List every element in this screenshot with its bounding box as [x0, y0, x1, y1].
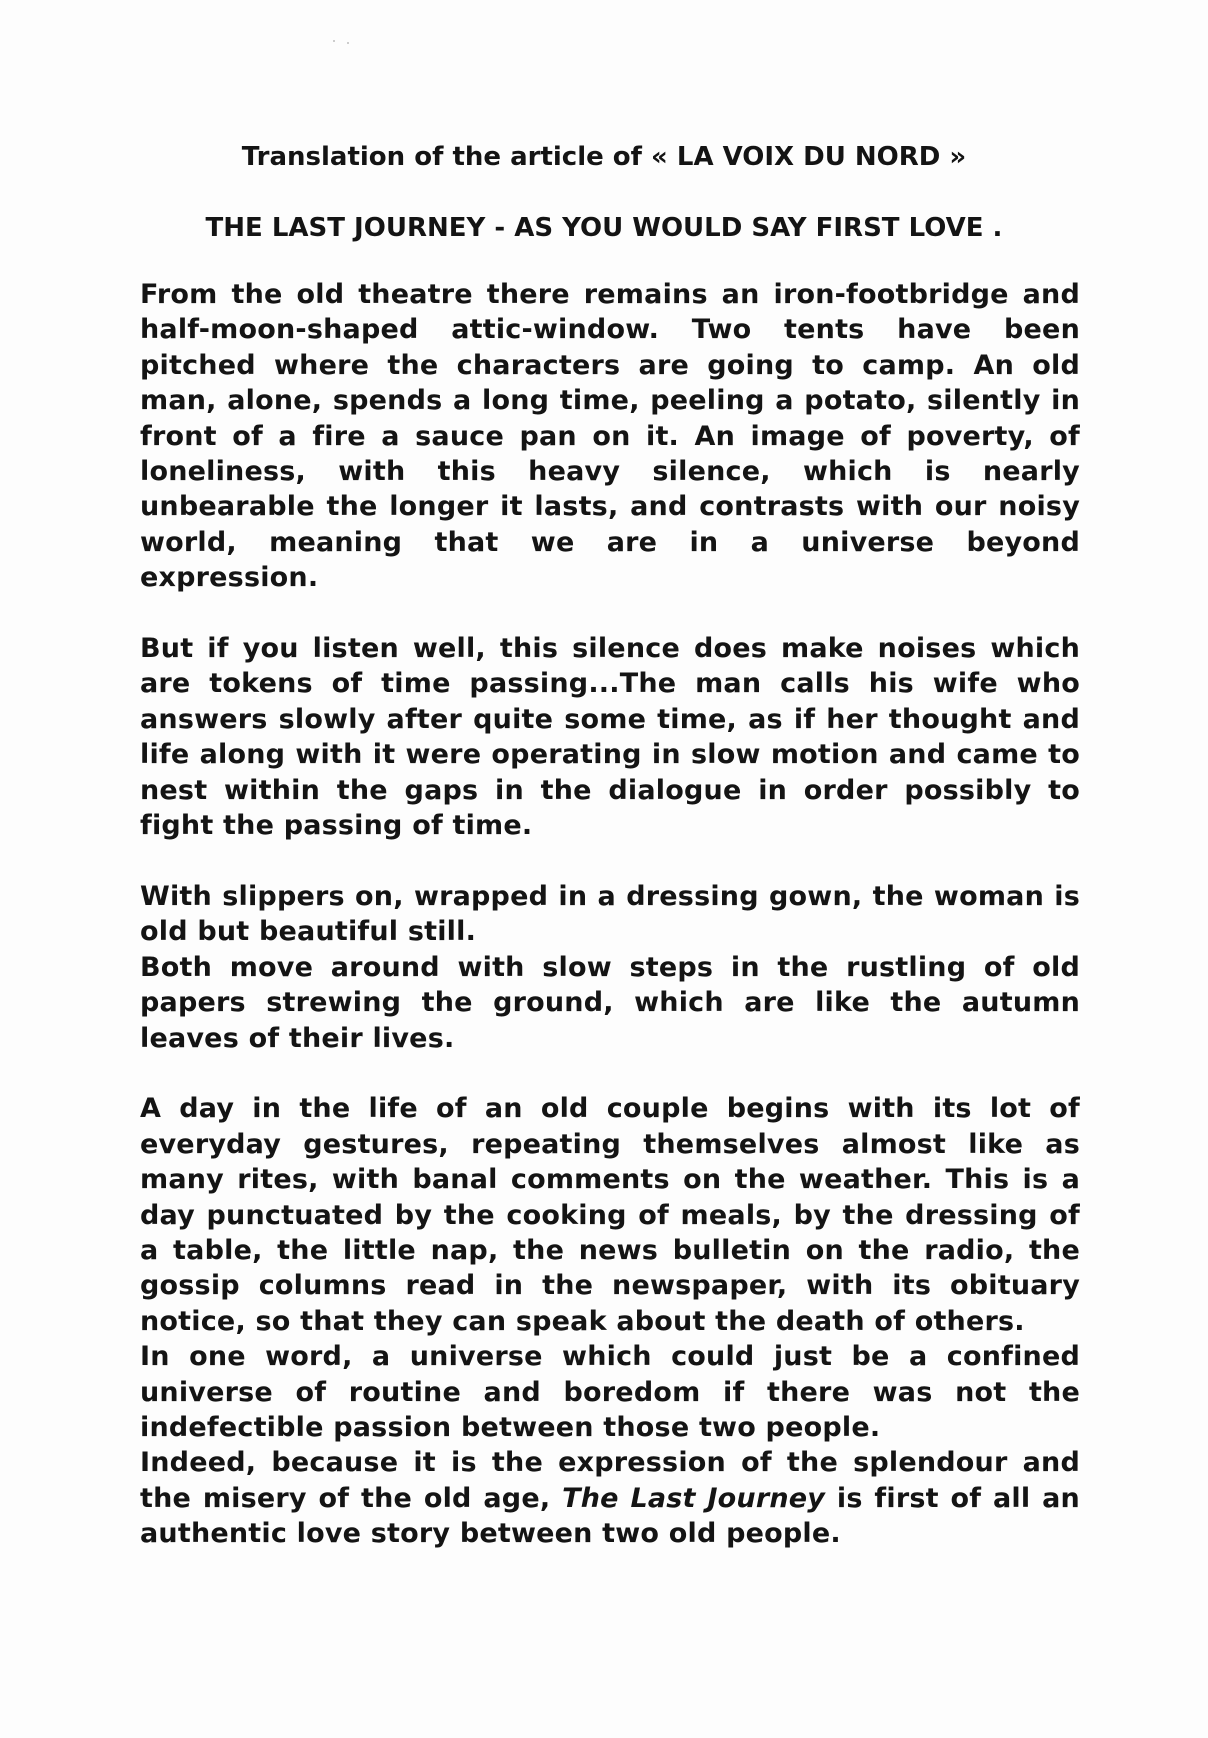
paragraph-love-story [140, 1445, 1080, 1551]
scan-speck [347, 42, 349, 44]
paragraph-gap [140, 596, 1080, 631]
article-title-heading: THE LAST JOURNEY - AS YOU WOULD SAY FIRST LOVE . [205, 213, 1003, 243]
paragraph-gap [140, 843, 1080, 878]
love-story-text-after: is first of all an authentic love story between two old people. [140, 1482, 1080, 1550]
article-body [140, 277, 1080, 1552]
paragraph-woman: With slippers on, wrapped in a dressing gown, the woman is old but beautiful still. [140, 880, 1080, 948]
scan-speck [333, 40, 335, 42]
article-source-heading: Translation of the article of « LA VOIX DU NORD » [241, 142, 967, 172]
paragraph-day: A day in the life of an old couple begins with its lot of everyday gestures, repeating themselves almost like as many rites, with banal comments on the weather. This is a day punctuated by the cooking of meals, by the dressing of a table, the little nap, the news bulletin on the radio, the gossip columns read in the newspaper, with its obituary notice, so that they can speak about the death of others. [140, 1093, 1080, 1337]
paragraph-universe: In one word, a universe which could just be a confined universe of routine and boredom if there was not the indefectible passion between those two people. [140, 1341, 1080, 1443]
love-story-text-before: Indeed, because it is the expression of the splendour and the misery of the old age, [140, 1447, 1080, 1514]
paragraph-theatre: From the old theatre there remains an iron-footbridge and half-moon-shaped attic-window. Two tents have been pitched where the characters are going to camp. An old man, alone, spends a long time, peeling a potato, silently in front of a fire a sauce pan on it. An image of poverty, of loneliness, with this heavy silence, which is nearly unbearable the longer it lasts, and contrasts with our noisy world, meaning that we are in a universe beyond expression. [140, 279, 1080, 594]
paragraph-silence: But if you listen well, this silence does make noises which are tokens of time passing...The man calls his wife who answers slowly after quite some time, as if her thought and life along with it were operating in slow motion and came to nest within the gaps in the dialogue in order possibly to fight the passing of time. [140, 633, 1080, 842]
paragraph-gap [140, 1056, 1080, 1091]
paragraph-steps: Both move around with slow steps in the rustling of old papers strewing the ground, which are like the autumn leaves of their lives. [140, 951, 1080, 1054]
play-title: The Last Journey [562, 1482, 826, 1514]
